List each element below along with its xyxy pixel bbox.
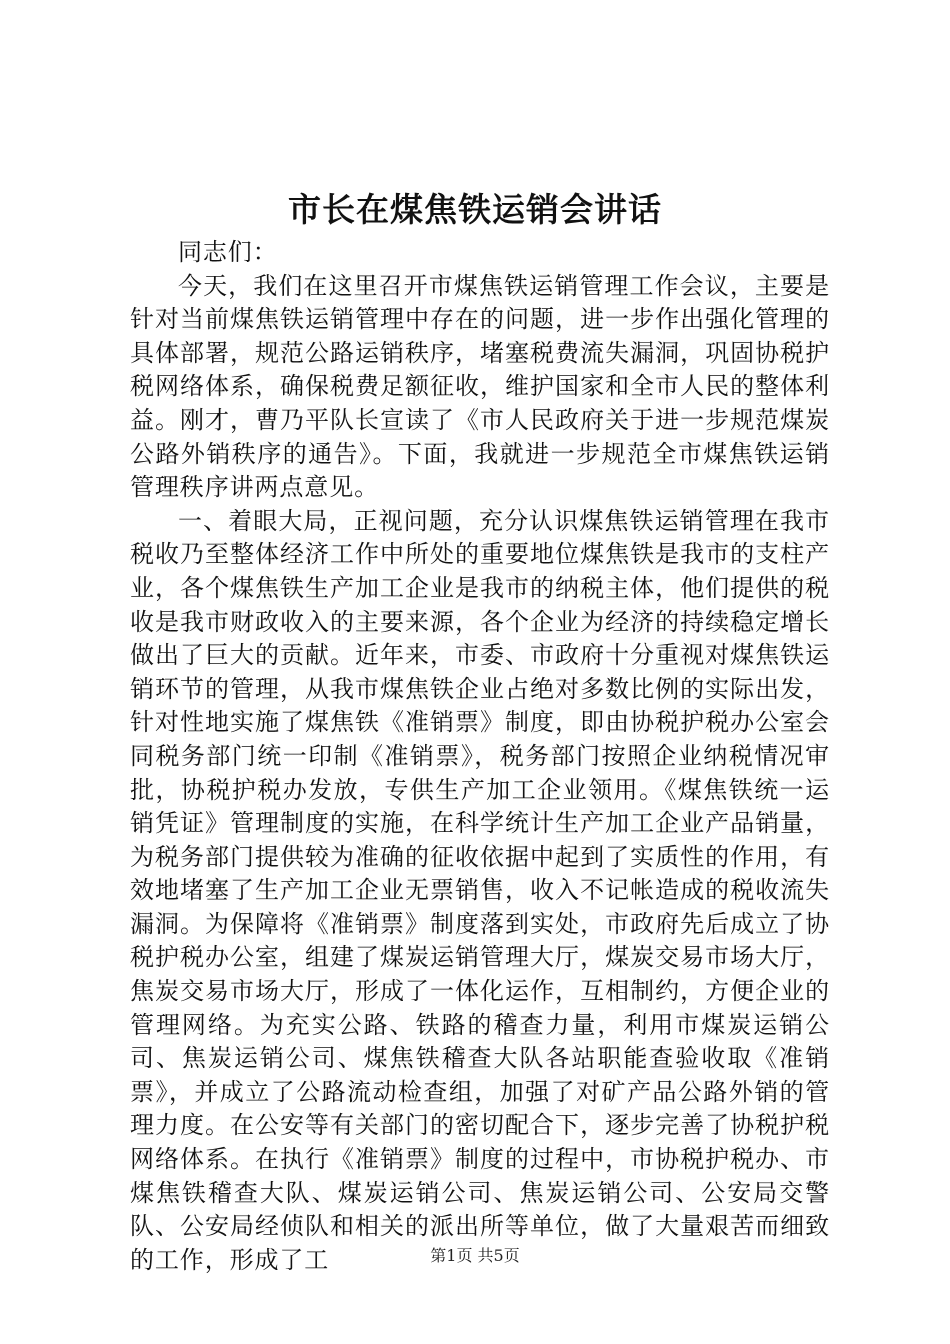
document-body (130, 236, 830, 1277)
intro-paragraph: 今天，我们在这里召开市煤焦铁运销管理工作会议，主要是针对当前煤焦铁运销管理中存在的问题，进一步作出强化管理的具体部署，规范公路运销秩序，堵塞税费流失漏洞，巩固协税护税网络体系，确保税费足额征收，维护国家和全市人民的整体利益。刚才，曹乃平队长宣读了《市人民政府关于进一步规范煤炭公路外销秩序的通告》。下面，我就进一步规范全市煤焦铁运销管理秩序讲两点意见。 (130, 271, 830, 502)
salutation-paragraph: 同志们： (178, 238, 278, 266)
page-footer: 第1页 共5页 (430, 1246, 520, 1265)
document-title: 市长在煤焦铁运销会讲话 (288, 190, 662, 229)
section-one-paragraph: 一、着眼大局，正视问题，充分认识煤焦铁运销管理在我市税收乃至整体经济工作中所处的重要地位煤焦铁是我市的支柱产业，各个煤焦铁生产加工企业是我市的纳税主体，他们提供的税收是我市财政收入的主要来源，各个企业为经济的持续稳定增长做出了巨大的贡献。近年来，市委、市政府十分重视对煤焦铁运销环节的管理，从我市煤焦铁企业占绝对多数比例的实际出发，针对性地实施了煤焦铁《准销票》制度，即由协税护税办公室会同税务部门统一印制《准销票》，税务部门按照企业纳税情况审批，协税护税办发放，专供生产加工企业领用。《煤焦铁统一运销凭证》管理制度的实施，在科学统计生产加工企业产品销量，为税务部门提供较为准确的征收依据中起到了实质性的作用，有效地堵塞了生产加工企业无票销售，收入不记帐造成的税收流失漏洞。为保障将《准销票》制度落到实处，市政府先后成立了协税护税办公室，组建了煤炭运销管理大厅，煤炭交易市场大厅，焦炭交易市场大厅，形成了一体化运作，互相制约，方便企业的管理网络。为充实公路、铁路的稽查力量，利用市煤炭运销公司、焦炭运销公司、煤焦铁稽查大队各站职能查验收取《准销票》，并成立了公路流动检查组，加强了对矿产品公路外销的管理力度。在公安等有关部门的密切配合下，逐步完善了协税护税网络体系。在执行《准销票》制度的过程中，市协税护税办、市煤焦铁稽查大队、煤炭运销公司、焦炭运销公司、公安局交警队、公安局经侦队和相关的派出所等单位，做了大量艰苦而细致的工作，形成了工 (130, 506, 830, 1274)
